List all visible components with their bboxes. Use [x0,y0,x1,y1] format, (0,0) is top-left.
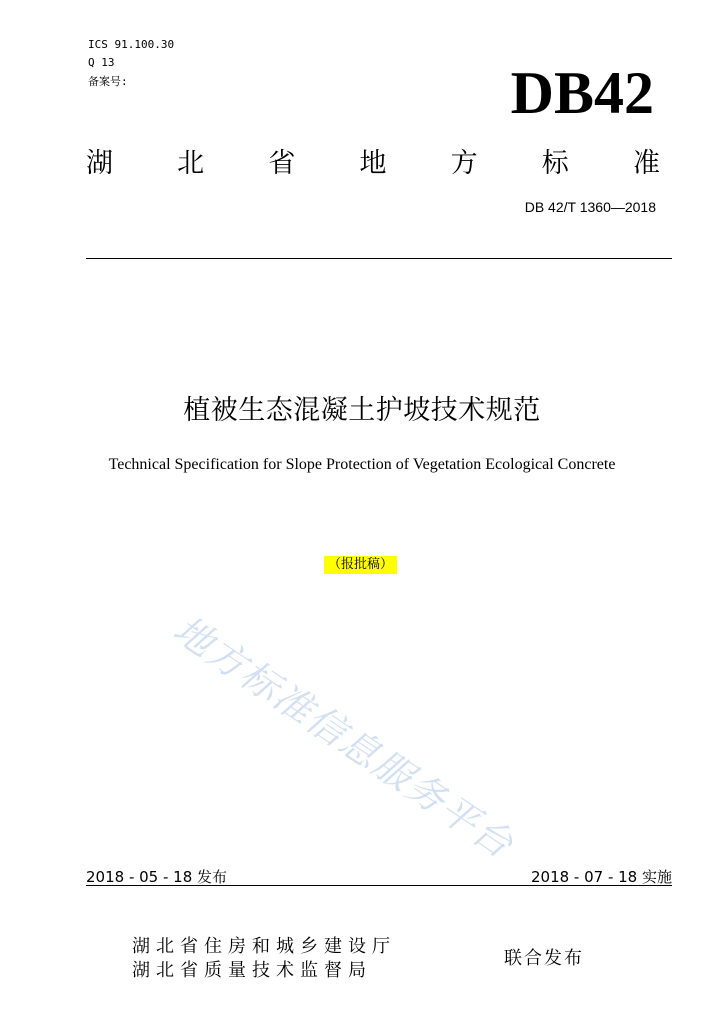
draft-status-label: （报批稿） [324,556,397,574]
implementation-date: 2018 - 07 - 18 实施 [530,868,672,886]
category-char: 准 [632,147,660,179]
category-char: 湖 [86,147,113,179]
category-char: 方 [450,147,478,179]
divider-top [86,258,672,259]
standard-category-title [86,140,660,180]
publisher-1: 湖北省住房和城乡建设厅 [132,936,396,957]
release-date: 2018 - 05 - 18 发布 [86,868,228,886]
joint-release-label: 联合发布 [504,948,584,969]
standard-number: DB 42/T 1360—2018 [524,199,656,215]
category-char: 省 [268,147,296,179]
publisher-2: 湖北省质量技术监督局 [132,960,372,981]
category-char: 北 [177,147,205,179]
standard-logo: DB42 [510,60,654,126]
ics-code: ICS 91.100.30 [88,38,175,51]
category-char: 地 [359,147,387,179]
watermark: 地方标准信息服务平台 [165,607,522,868]
category-char: 标 [541,147,569,179]
divider-bottom [86,885,672,886]
filing-number-label: 备案号: [88,75,128,88]
document-title-english: Technical Specification for Slope Protection of Vegetation Ecological Concrete [108,456,616,473]
classification-code: Q 13 [88,56,115,69]
document-title-chinese: 植被生态混凝土护坡技术规范 [183,395,541,426]
